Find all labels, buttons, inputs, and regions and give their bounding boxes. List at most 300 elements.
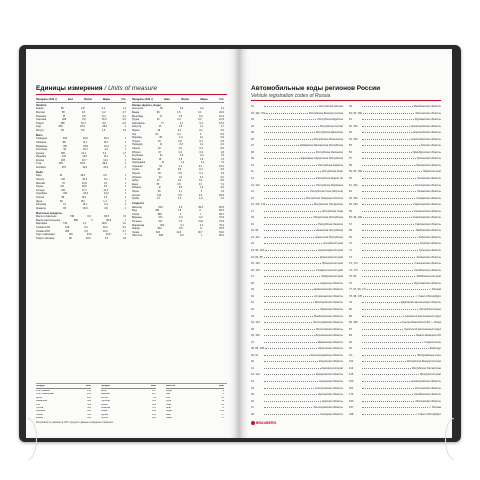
- food-name: Помидор: [132, 143, 143, 147]
- food-name: Халва: [132, 230, 140, 234]
- table-cell: 344: [87, 403, 91, 406]
- region-name: Кемеровская область: [316, 373, 343, 377]
- region-code: 10: [251, 163, 254, 167]
- table-cell: 1: [222, 393, 224, 396]
- column-header: Белки: [84, 98, 92, 101]
- region-name: Вооружённые силы: [417, 353, 441, 357]
- table-cell: 0: [124, 218, 126, 222]
- table-cell: 36: [160, 107, 163, 111]
- region-name: Калужская область: [318, 360, 343, 364]
- table-cell: 0: [91, 218, 93, 222]
- table-cell: 52: [159, 164, 163, 168]
- region-code: 46: [251, 399, 254, 403]
- food-name: Сметана: [36, 118, 47, 122]
- food-name: Молоко: [36, 110, 45, 114]
- table-cell: 5,0: [81, 128, 85, 132]
- region-name: Республика Алтай: [319, 124, 343, 128]
- region-code: 06: [251, 137, 254, 141]
- region-code: 190: [349, 399, 354, 403]
- table-cell: Семечки: [101, 406, 111, 409]
- leader-dots: [264, 242, 322, 244]
- calorie-table-drinks: [166, 385, 224, 421]
- table-cell: 1,8: [178, 125, 183, 129]
- leader-dots: [362, 347, 429, 349]
- table-cell: 357: [62, 140, 67, 144]
- table-cell: 0: [124, 144, 126, 148]
- region-name: Республика Хакасия: [318, 222, 343, 226]
- region-code: 72: [349, 255, 352, 259]
- table-cell: 0,3: [199, 186, 204, 190]
- food-name: Говядина: [36, 137, 47, 141]
- table-cell: 96: [59, 174, 63, 178]
- table-cell: 47: [158, 150, 161, 154]
- table-cell: 656: [152, 403, 156, 406]
- leader-dots: [266, 112, 307, 114]
- table-cell: 0: [199, 132, 202, 136]
- food-name: Абрикос: [132, 175, 142, 179]
- table-cell: 0: [124, 125, 126, 129]
- leader-dots: [264, 229, 315, 231]
- table-cell: 0,1: [199, 175, 204, 179]
- table-cell: 70,9: [219, 216, 224, 220]
- table-cell: 544: [158, 205, 163, 209]
- table-cell: 0: [200, 227, 202, 231]
- table-cell: 197: [62, 155, 67, 159]
- table-cell: 206: [62, 118, 67, 122]
- food-name: Варенье: [132, 216, 142, 220]
- region-name: Калининградская область: [310, 353, 343, 357]
- leader-dots: [362, 387, 414, 389]
- region-name: Ульяновская область: [414, 262, 441, 266]
- table-cell: 4,1: [122, 107, 126, 111]
- table-cell: 0: [124, 196, 126, 199]
- table-cell: 9,5: [220, 172, 224, 176]
- region-name: Нижегородская область: [410, 379, 441, 383]
- table-cell: 0,3: [198, 118, 202, 122]
- table-cell: 56,5: [219, 205, 224, 209]
- region-name: Республика Адыгея: [318, 105, 343, 108]
- column-header: Ккал: [67, 98, 74, 101]
- table-cell: 329: [87, 406, 91, 409]
- region-name: Хабаровский край: [321, 275, 343, 279]
- table-cell: 743: [62, 222, 68, 226]
- table-cell: Хлеб ржаной: [36, 389, 50, 392]
- table-cell: 0: [124, 162, 126, 166]
- leader-dots: [362, 151, 412, 153]
- table-cell: 99,9: [106, 218, 112, 222]
- table-cell: 8,1: [220, 107, 224, 111]
- leader-dots: [264, 360, 318, 362]
- table-cell: 0,4: [177, 118, 181, 122]
- table-cell: 0: [124, 137, 126, 141]
- region-code: 65: [349, 209, 352, 213]
- table-cell: 118: [65, 225, 70, 229]
- region-code: 52, 152: [349, 124, 358, 128]
- table-cell: 15,9: [81, 181, 87, 185]
- table-cell: 44: [161, 161, 165, 165]
- leader-dots: [264, 282, 319, 284]
- table-cell: 11,4: [103, 188, 109, 192]
- table-cell: 2,8: [81, 110, 86, 114]
- region-name: Сахалинская область: [414, 209, 441, 213]
- leader-dots: [264, 256, 319, 258]
- table-cell: 417: [158, 219, 163, 223]
- region-code: 02, 102, 702: [251, 111, 266, 115]
- table-cell: 1,3: [179, 136, 183, 140]
- region-name: Кабардино-Балкарская Республика: [300, 144, 343, 148]
- table-cell: 627: [152, 393, 156, 396]
- table-cell: 2,8: [84, 229, 88, 233]
- leader-dots: [264, 144, 299, 146]
- table-cell: Майонез: [101, 393, 111, 396]
- leader-dots: [264, 393, 317, 395]
- region-code: 74, 174: [349, 268, 358, 272]
- region-code: 43: [251, 379, 254, 383]
- region-name: Республика Дагестан: [315, 131, 343, 135]
- region-row: [349, 412, 441, 419]
- table-cell: Ккал: [218, 385, 224, 387]
- table-cell: 191: [63, 192, 68, 196]
- food-name: Свекла: [132, 146, 141, 150]
- region-name: г. Москва: [429, 406, 441, 410]
- table-section: Рыба: [36, 170, 43, 174]
- region-code: 50, 90, 150: [349, 111, 362, 115]
- table-cell: 0: [124, 181, 126, 185]
- region-name: Архангельская область: [313, 288, 343, 292]
- table-cell: 75: [221, 406, 224, 409]
- table-cell: 14,3: [82, 140, 88, 144]
- table-cell: 0,6: [177, 182, 181, 186]
- region-code: 09: [251, 157, 254, 161]
- table-cell: 80,0: [219, 234, 224, 238]
- table-section: Овощи, фрукты, ягоды: [132, 103, 161, 107]
- table-cell: 1,5: [178, 146, 182, 150]
- region-code: 17: [251, 209, 254, 213]
- region-code: 92: [349, 340, 352, 344]
- region-name: Свердловская область: [412, 216, 441, 220]
- table-cell: 3,5: [122, 128, 126, 132]
- table-cell: 7,3: [220, 161, 224, 165]
- leader-dots: [264, 105, 318, 107]
- region-code: 82: [349, 307, 352, 311]
- table-row: [132, 234, 224, 238]
- table-cell: 1,1: [103, 199, 107, 203]
- table-cell: 3,7: [122, 229, 126, 233]
- leader-dots: [362, 256, 415, 258]
- region-name: Самарская область: [416, 196, 441, 200]
- table-cell: 0,1: [199, 128, 203, 132]
- table-cell: 29,0: [102, 125, 108, 129]
- food-name: Карп: [36, 174, 42, 178]
- table-cell: Квас: [166, 413, 171, 416]
- calorie-table-misc: [101, 385, 156, 421]
- region-code: 32: [251, 307, 254, 311]
- leader-dots: [362, 118, 414, 120]
- region-code: 25, 125: [251, 262, 260, 266]
- table-cell: Сок: [166, 396, 170, 399]
- region-code: 47: [251, 406, 254, 410]
- table-cell: 2,8: [82, 118, 86, 122]
- region-name: Чувашская Республика: [314, 235, 343, 239]
- region-name: Забайкальский край: [416, 275, 441, 279]
- table-cell: Горчица: [101, 400, 110, 403]
- table-cell: 85: [62, 114, 66, 118]
- table-cell: 83: [63, 206, 66, 210]
- table-cell: 18,0: [82, 203, 88, 207]
- table-cell: 20,0: [82, 178, 88, 182]
- leader-dots: [264, 406, 312, 408]
- table-row: [36, 207, 126, 211]
- table-cell: Чай: [166, 393, 171, 396]
- food-name: Лимон: [132, 128, 140, 132]
- table-cell: 44: [158, 175, 162, 179]
- region-code: 03: [251, 118, 254, 122]
- region-code: 38, 85, 138: [251, 347, 264, 351]
- table-cell: Продукт: [101, 385, 111, 387]
- table-cell: 3,6: [103, 174, 107, 178]
- table-cell: 1,0: [180, 161, 185, 165]
- table-cell: 520: [152, 417, 156, 420]
- food-name: Минтай: [36, 181, 45, 185]
- table-cell: 77: [160, 121, 164, 125]
- table-cell: 38,0: [102, 162, 108, 166]
- table-cell: 99,7: [219, 212, 224, 216]
- region-name: Челябинская область: [414, 268, 441, 272]
- table-section: Молочные продукты: [36, 211, 62, 215]
- leader-dots: [362, 328, 403, 330]
- food-name: Персик: [132, 172, 141, 176]
- table-cell: 16,3: [103, 144, 109, 148]
- leader-dots: [362, 269, 413, 271]
- table-cell: 0,5: [199, 157, 204, 161]
- table-cell: 46: [158, 157, 162, 161]
- table-cell: 15,6: [83, 144, 89, 148]
- table-cell: 66: [61, 128, 64, 132]
- region-name: Республика Башкортостан: [406, 360, 441, 364]
- table-cell: 82,0: [101, 222, 107, 226]
- table-cell: 2,0: [179, 121, 184, 125]
- table-cell: 13,2: [103, 192, 109, 196]
- leader-dots: [264, 197, 305, 199]
- table-cell: 41: [159, 154, 163, 158]
- table-cell: 12,0: [103, 155, 109, 159]
- region-code: 44: [251, 386, 254, 390]
- table-cell: 0,9: [178, 172, 182, 176]
- table-cell: 157: [152, 389, 156, 392]
- table-cell: 1,5: [177, 110, 181, 114]
- food-name: Лук: [132, 132, 137, 136]
- table-cell: 153: [61, 178, 66, 182]
- region-code: 01: [251, 105, 254, 108]
- region-code: 87: [349, 327, 352, 331]
- leader-dots: [362, 413, 414, 415]
- region-code: 77, 97, 99, 177: [349, 288, 367, 292]
- leader-dots: [264, 223, 317, 225]
- region-name: Рязанская область: [417, 190, 441, 194]
- region-code: 54, 154: [349, 137, 358, 141]
- leader-dots: [264, 301, 314, 303]
- food-name: Кальмар: [36, 203, 47, 207]
- region-code: 86, 186: [349, 321, 358, 325]
- table-row: [36, 237, 126, 241]
- region-code: 28: [251, 281, 254, 285]
- table-cell: Рис: [36, 403, 40, 406]
- table-cell: 80,3: [219, 209, 224, 213]
- table-cell: Яйцо: [101, 389, 107, 392]
- table-cell: 93: [153, 396, 156, 399]
- region-code: 59, 81, 159: [349, 170, 362, 174]
- title-underline: [36, 94, 227, 95]
- table-cell: 0,6: [179, 143, 183, 147]
- table-cell: 12,0: [82, 166, 88, 170]
- region-name: Московская область: [415, 111, 441, 115]
- leader-dots: [362, 367, 411, 369]
- table-cell: 67: [221, 417, 224, 420]
- leader-dots: [264, 328, 315, 330]
- food-name: Капуста: [132, 125, 142, 129]
- table-cell: 2,0: [122, 121, 126, 125]
- table-cell: 9,0: [102, 121, 106, 125]
- leader-dots: [362, 301, 400, 303]
- table-cell: 235: [220, 410, 224, 413]
- leader-dots: [264, 164, 317, 166]
- table-cell: 16: [157, 128, 161, 132]
- leader-dots: [362, 203, 412, 205]
- table-cell: Хлеб пшеничный: [36, 393, 55, 396]
- food-name: Малина: [132, 157, 142, 161]
- table-cell: 0,4: [199, 121, 203, 125]
- table-row: [36, 385, 91, 389]
- page-title: Единицы измерения / Units of measure: [36, 85, 158, 92]
- food-name: Сыр плавленый: [36, 233, 55, 237]
- table-cell: 1,0: [220, 197, 224, 201]
- region-name: Омская область: [420, 144, 441, 148]
- table-cell: 18,0: [85, 236, 91, 240]
- food-name: Клубника: [132, 154, 143, 158]
- table-cell: 0,9: [122, 215, 126, 219]
- food-name: Треска: [36, 196, 44, 199]
- region-code: 11: [251, 170, 254, 174]
- table-cell: 3,0: [84, 225, 88, 229]
- table-cell: 1,0: [199, 197, 203, 201]
- table-cell: 23,0: [80, 125, 85, 129]
- region-name: Новосибирская область: [411, 137, 441, 141]
- table-cell: 16,0: [80, 174, 86, 178]
- region-name: Ханты-Мансийский АО — Югра: [401, 321, 441, 325]
- table-section: Сладости: [132, 202, 145, 205]
- region-name: г. Севастополь: [421, 340, 441, 344]
- table-cell: 1,8: [122, 236, 126, 240]
- table-cell: 0,8: [179, 227, 183, 231]
- leader-dots: [264, 131, 315, 133]
- region-code: 78, 98, 178: [349, 294, 362, 298]
- table-cell: 6,5: [178, 193, 182, 197]
- region-code: 35: [251, 327, 254, 331]
- table-cell: 2,8: [220, 139, 224, 143]
- food-name: Кабачок: [132, 186, 142, 190]
- table-cell: 0,1: [199, 172, 203, 176]
- leader-dots: [362, 341, 421, 343]
- table-section: Напитки: [36, 103, 47, 107]
- table-cell: 0,5: [198, 193, 203, 197]
- region-code: 30: [251, 294, 254, 298]
- region-code: 29: [251, 288, 254, 292]
- region-name: Еврейская автономная область: [400, 301, 441, 305]
- food-name: Лосось: [36, 178, 45, 182]
- region-code: 45: [251, 393, 254, 397]
- table-cell: 6,9: [220, 136, 224, 140]
- table-cell: Кетчуп: [101, 396, 109, 399]
- table-cell: 42: [156, 118, 160, 122]
- region-codes-col-1: [251, 104, 343, 418]
- region-code: 20, 95: [251, 229, 259, 233]
- table-row: [36, 166, 126, 170]
- leader-dots: [264, 380, 318, 382]
- region-name: Брянская область: [320, 307, 343, 311]
- region-code: 51: [349, 118, 352, 122]
- region-code: 27: [251, 275, 254, 279]
- table-cell: 0: [124, 148, 126, 152]
- table-cell: Напиток: [166, 385, 176, 387]
- table-cell: 156: [60, 121, 65, 125]
- region-name: Белгородская область: [314, 301, 343, 305]
- food-name: Яблоко: [132, 150, 141, 154]
- food-name: Сливки 10%: [36, 225, 51, 229]
- region-code: 42, 142: [251, 373, 260, 377]
- region-code: 05: [251, 131, 254, 135]
- leader-dots: [362, 282, 413, 284]
- leader-dots: [362, 360, 406, 362]
- leader-dots: [362, 380, 410, 382]
- table-cell: 257: [61, 166, 67, 170]
- table-cell: 0,4: [198, 164, 203, 168]
- table-row: [166, 417, 224, 420]
- table-cell: 35: [156, 182, 160, 186]
- region-code: 08: [251, 150, 254, 154]
- table-cell: 0,4: [178, 150, 182, 154]
- region-code: 62: [349, 190, 352, 194]
- table-cell: 74,9: [219, 219, 224, 223]
- region-code: 14: [251, 190, 254, 194]
- leader-dots: [264, 138, 313, 140]
- leader-dots: [363, 216, 412, 218]
- region-code: 24, 84, 88: [251, 255, 263, 259]
- table-cell: 0: [124, 140, 126, 144]
- table-cell: 0,1: [199, 125, 204, 129]
- table-cell: 88: [69, 236, 72, 240]
- table-cell: 103: [60, 185, 65, 189]
- region-name: Томская область: [419, 242, 441, 246]
- bottom-divider: [36, 383, 227, 384]
- leader-dots: [362, 223, 414, 225]
- table-cell: 0,2: [199, 216, 203, 220]
- table-cell: 1,3: [178, 190, 183, 194]
- leader-dots: [264, 210, 321, 212]
- table-cell: Овсянка: [36, 410, 45, 413]
- table-cell: 16,0: [103, 137, 109, 141]
- food-name: Апельсин: [132, 107, 144, 111]
- table-cell: 0,4: [199, 150, 203, 154]
- table-cell: 43: [221, 403, 224, 406]
- table-cell: 54: [221, 396, 224, 399]
- table-cell: 0,3: [104, 203, 108, 207]
- table-cell: 345: [87, 410, 91, 413]
- table-cell: Продукт: [36, 385, 46, 387]
- region-code: 89: [349, 334, 352, 338]
- region-name: Республика Ингушетия: [313, 137, 343, 141]
- table-cell: 13,5: [105, 233, 111, 237]
- table-cell: 42: [157, 168, 160, 172]
